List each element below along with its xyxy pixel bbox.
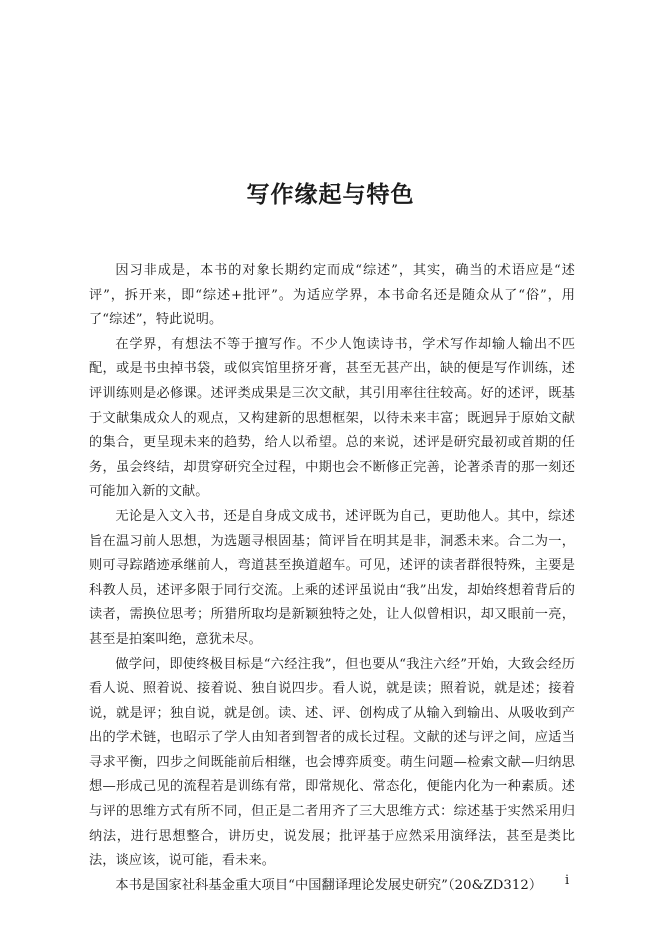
paragraph-1: 因习非成是，本书的对象长期约定而成“综述”，其实，确当的术语应是“述评”，拆开来，即“综述+批评”。为适应学界，本书命名还是随众从了“俗”，用了“综述”，特此说明。 [89, 263, 575, 328]
page-number: i [565, 873, 570, 888]
paragraph-4: 做学问，即使终极目标是“六经注我”，但也要从“我注六经”开始，大致会经历看人说、照着说、接着说、独自说四步。看人说，就是读；照着说，就是述；接着说，就是评；独自说，就是创。读、述、评、创构成了从输入到输出、从吸收到产出的学术链，也昭示了学人由知者到智者的成长过程。文献的述与评之间，应适当寻求平衡，四步之间既能前后相继，也会博弈质变。萌生问题—检索文献—归纳思想—形成己见的流程若是训练有常，即常规化、常态化，便能内化为一种素质。述与评的思维方式有所不同，但正是二者用齐了三大思维方式：综述基于实然采用归纳法，进行思想整合，讲历史，说发展；批评基于应然采用演绎法，甚至是类比法，谈应该，说可能，看未来。 [89, 656, 575, 869]
body-text [89, 259, 575, 898]
paragraph-2: 在学界，有想法不等于擅写作。不少人饱读诗书，学术写作却输人输出不匹配，或是书虫掉书袋，或似宾馆里挤牙膏，甚至无甚产出，缺的便是写作训练，述评训练则是必修课。述评类成果是三次文献，其引用率往往较高。好的述评，既基于文献集成众人的观点，又构建新的思想框架，以待未来丰富；既迥异于原始文献的集合，更呈现未来的趋势，给人以希望。总的来说，述评是研究最初或首期的任务，虽会终结，却贯穿研究全过程，中期也会不断修正完善，论著杀青的那一刻还可能加入新的文献。 [89, 336, 575, 500]
chapter-title: 写作缘起与特色 [246, 181, 415, 208]
paragraph-5: 本书是国家社科基金重大项目“中国翻译理论发展史研究”（20&ZD312） [115, 877, 543, 893]
paragraph-3: 无论是入文入书，还是自身成文成书，述评既为自己，更助他人。其中，综述旨在温习前人思想，为选题寻根固基；简评旨在明其是非，洞悉未来。合二为一，则可寻踪踏迹承继前人，弯道甚至换道超车。可见，述评的读者群很特殊，主要是科教人员，述评多限于同行交流。上乘的述评虽说由“我”出发，却始终想着背后的读者，需换位思考；所猎所取均是新颖独特之处，让人似曾相识，却又眼前一亮，甚至是拍案叫绝，意犹未尽。 [89, 508, 575, 647]
